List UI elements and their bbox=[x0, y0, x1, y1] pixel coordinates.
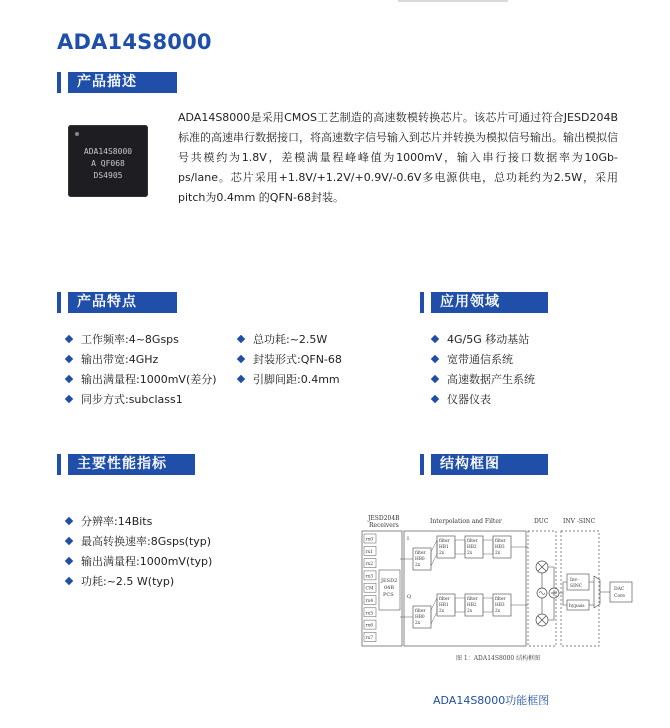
lane-label: rx2 bbox=[365, 562, 374, 568]
section-bar bbox=[420, 454, 424, 475]
list-item-text: 宽带通信系统 bbox=[447, 353, 513, 366]
list-item-text: 功耗:~2.5 W(typ) bbox=[81, 575, 175, 588]
list-item-text: 输出满量程:1000mV(typ) bbox=[81, 555, 213, 568]
list-item-text: 4G/5G 移动基站 bbox=[447, 333, 530, 346]
lane-label: rx6 bbox=[365, 623, 374, 629]
q-path-label: Q bbox=[407, 594, 412, 600]
mixer-i-cross-icon bbox=[538, 563, 546, 571]
filter-label: filter bbox=[467, 539, 478, 544]
filter-label: filter bbox=[495, 539, 506, 544]
list-item bbox=[64, 330, 217, 350]
chip-image bbox=[68, 125, 148, 197]
list-item bbox=[64, 552, 212, 572]
lane-label: rx4 bbox=[365, 599, 374, 604]
filter-label: filter bbox=[415, 551, 426, 556]
pin1-marker bbox=[75, 132, 79, 136]
filter-label: filter bbox=[495, 597, 506, 602]
list-item bbox=[64, 512, 212, 532]
filter-group bbox=[400, 536, 528, 628]
list-item-text: 输出带宽:4GHz bbox=[81, 353, 159, 366]
bullet-icon bbox=[431, 355, 439, 363]
filter-label: filter bbox=[439, 597, 450, 602]
connector-lines bbox=[548, 567, 610, 620]
bullet-icon bbox=[65, 375, 73, 383]
bullet-icon bbox=[65, 335, 73, 343]
section-bar bbox=[57, 454, 61, 475]
block-diagram-svg bbox=[358, 512, 648, 664]
section-bar bbox=[57, 292, 61, 313]
chip-marking-3: DS4905 bbox=[93, 171, 123, 180]
filter-label: HB3 bbox=[495, 545, 505, 550]
section-label: 结构框图 bbox=[431, 454, 548, 475]
section-label: 产品描述 bbox=[68, 72, 177, 93]
bullet-icon bbox=[237, 335, 245, 343]
invsinc-title: INV -SINC bbox=[563, 518, 596, 525]
bullet-icon bbox=[65, 557, 73, 565]
list-item bbox=[236, 350, 342, 370]
list-item bbox=[430, 370, 535, 390]
duc-title: DUC bbox=[534, 518, 549, 525]
bullet-icon bbox=[65, 577, 73, 585]
filter-label: filter bbox=[467, 597, 478, 602]
list-item-text: 封装形式:QFN-68 bbox=[253, 353, 342, 366]
bullet-icon bbox=[65, 537, 73, 545]
filter-connector bbox=[455, 540, 465, 554]
list-item-text: 分辨率:14Bits bbox=[81, 515, 153, 528]
features-list-1 bbox=[64, 330, 217, 410]
pcs-label-1: JESD2 bbox=[381, 578, 398, 584]
filter-label: HB1 bbox=[439, 545, 449, 550]
diagram-caption: ADA14S8000功能框图 bbox=[433, 694, 550, 707]
section-label: 应用领域 bbox=[431, 292, 548, 313]
filter-connector bbox=[431, 540, 437, 566]
list-item-text: 输出满量程:1000mV(差分) bbox=[81, 373, 217, 386]
list-item bbox=[236, 370, 342, 390]
bullet-icon bbox=[65, 517, 73, 525]
features-list-2 bbox=[236, 330, 342, 390]
bullet-icon bbox=[431, 395, 439, 403]
pcs-label-2: 04B bbox=[384, 585, 395, 591]
filter-label: filter bbox=[415, 609, 426, 614]
list-item bbox=[64, 390, 217, 410]
lane-label: rx1 bbox=[365, 549, 374, 555]
block-diagram bbox=[358, 512, 648, 664]
filter-label: HB1 bbox=[439, 603, 449, 608]
section-label: 主要性能指标 bbox=[68, 454, 195, 475]
lane-label: CM bbox=[365, 586, 374, 592]
dac-core-block bbox=[610, 582, 632, 602]
list-item bbox=[64, 572, 212, 592]
receivers-title-2: Receivers bbox=[369, 522, 399, 529]
bypass-label: bypass bbox=[569, 604, 585, 609]
lane-label: rx7 bbox=[365, 635, 374, 641]
pcs-label-3: PCS bbox=[383, 592, 394, 598]
filter-label: HB3 bbox=[495, 603, 505, 608]
top-divider bbox=[398, 0, 508, 2]
bullet-icon bbox=[237, 375, 245, 383]
i-path-label: I bbox=[407, 536, 409, 542]
chip-marking-1: ADA14S8000 bbox=[83, 147, 133, 156]
applications-list bbox=[430, 330, 535, 410]
list-item-text: 仪器仪表 bbox=[447, 393, 491, 406]
list-item bbox=[430, 390, 535, 410]
bullet-icon bbox=[431, 335, 439, 343]
interp-title: Interpolation and Filter bbox=[430, 518, 502, 525]
nco-wave-icon bbox=[539, 592, 545, 595]
filter-label: 2x bbox=[415, 621, 421, 626]
dac-label-1: DAC bbox=[614, 587, 625, 592]
list-item-text: 高速数据产生系统 bbox=[447, 373, 535, 386]
product-title: ADA14S8000 bbox=[57, 30, 212, 54]
filter-label: HB0 bbox=[415, 615, 425, 620]
bullet-icon bbox=[65, 395, 73, 403]
lane-label: rx5 bbox=[365, 611, 374, 617]
filter-label: 2x bbox=[439, 609, 445, 614]
filter-label: HB2 bbox=[467, 545, 477, 550]
list-item-text: 引脚间距:0.4mm bbox=[253, 373, 340, 386]
filter-connector bbox=[483, 598, 493, 612]
filter-label: 2x bbox=[495, 609, 501, 614]
filter-label: HB0 bbox=[415, 557, 425, 562]
filter-label: filter bbox=[439, 539, 450, 544]
bullet-icon bbox=[431, 375, 439, 383]
list-item-text: 同步方式:subclass1 bbox=[81, 393, 183, 406]
list-item-text: 最高转换速率:8Gsps(typ) bbox=[81, 535, 212, 548]
list-item bbox=[64, 532, 212, 552]
filter-connector bbox=[483, 540, 493, 554]
bullet-icon bbox=[65, 355, 73, 363]
chip-marking-2: A QF068 bbox=[91, 159, 125, 168]
filter-label: 2x bbox=[415, 563, 421, 568]
lane-label: rx3 bbox=[365, 574, 374, 580]
filter-label: 2x bbox=[439, 551, 445, 556]
lane-group bbox=[364, 534, 376, 641]
filter-label: HB2 bbox=[467, 603, 477, 608]
mixer-q-cross-icon bbox=[538, 616, 546, 624]
dac-label-2: Core bbox=[614, 594, 625, 599]
list-item bbox=[236, 330, 342, 350]
list-item bbox=[64, 370, 217, 390]
section-bar bbox=[420, 292, 424, 313]
filter-label: 2x bbox=[467, 609, 473, 614]
section-label: 产品特点 bbox=[68, 292, 177, 313]
bullet-icon bbox=[237, 355, 245, 363]
inv-sinc-label-2: SINC bbox=[570, 584, 583, 589]
filter-connector bbox=[455, 598, 465, 612]
filter-label: 2x bbox=[495, 551, 501, 556]
figure-caption: 图 1：ADA14S8000 结构框图 bbox=[456, 655, 541, 662]
lane-label: rx0 bbox=[365, 537, 374, 543]
list-item-text: 总功耗:~2.5W bbox=[253, 333, 328, 346]
list-item bbox=[64, 350, 217, 370]
mux-icon bbox=[594, 576, 600, 608]
section-bar bbox=[57, 72, 61, 93]
list-item bbox=[430, 350, 535, 370]
list-item bbox=[430, 330, 535, 350]
receivers-title-1: JESD204B bbox=[368, 515, 400, 522]
inv-sinc-label-1: Inv- bbox=[570, 578, 579, 583]
filter-label: 2x bbox=[467, 551, 473, 556]
filter-connector bbox=[431, 598, 437, 624]
performance-list bbox=[64, 512, 212, 592]
product-description: ADA14S8000是采用CMOS工艺制造的高速数模转换芯片。该芯片可通过符合JESD204B标准的高速串行数据接口，将高速数字信号输入到芯片并转换为模拟信号输出。输出模拟信号共模约为1.8V，差模满量程峰峰值为1000mV，输入串行接口数据率为10Gb-ps/lane。芯片采用+1.8V/+1.2V/+0.9V/-0.6V多电源供电，总功耗约为2.5W，采用pitch为0.4mm 的QFN-68封装。 bbox=[178, 111, 618, 204]
list-item-text: 工作频率:4~8Gsps bbox=[81, 333, 179, 346]
